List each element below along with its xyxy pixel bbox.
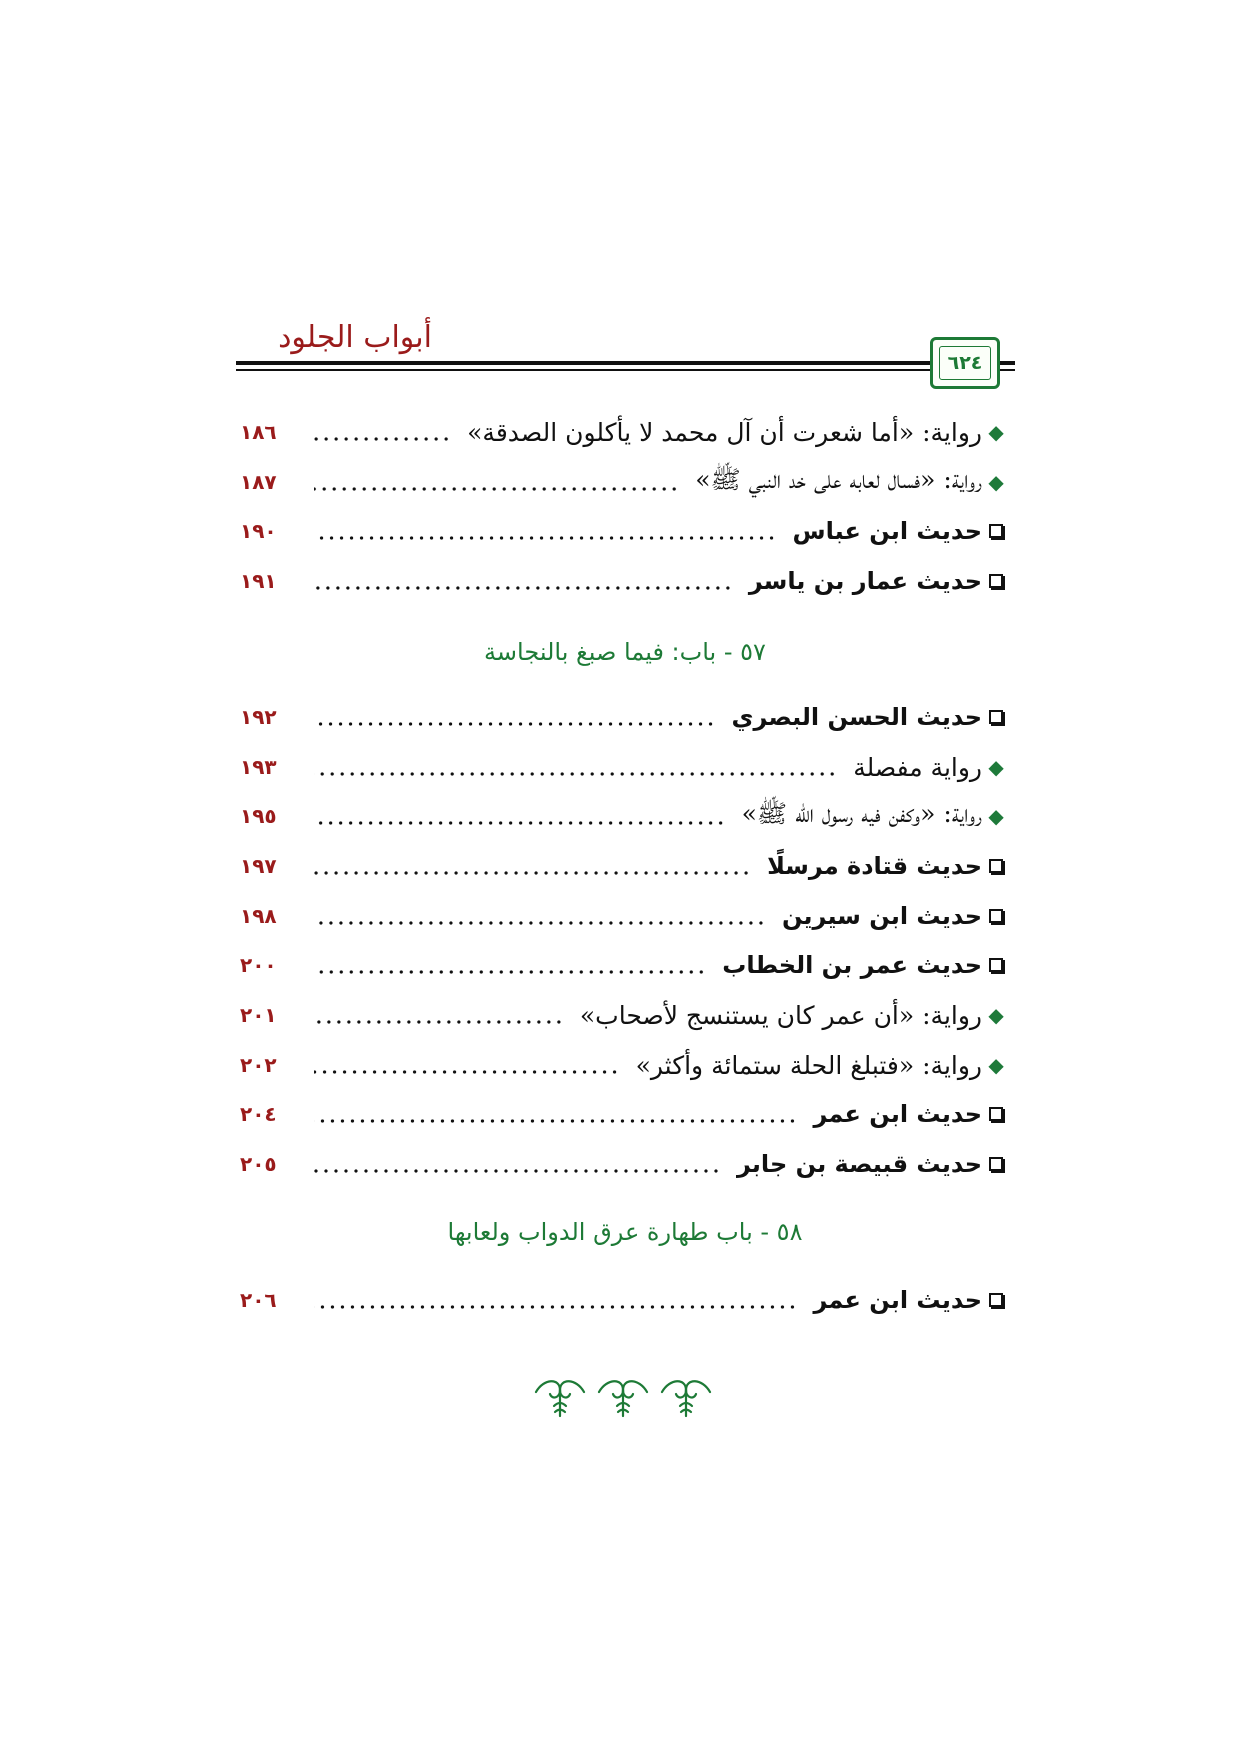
toc-entry[interactable]	[240, 897, 1010, 935]
dot-leader	[314, 821, 726, 825]
entry-page: ٢٠٦	[240, 1288, 277, 1312]
dot-leader	[314, 586, 733, 590]
header-rule-thick-right	[1000, 361, 1015, 365]
dot-leader	[314, 437, 451, 441]
entry-title: رواية مفصلة	[853, 752, 982, 782]
square-icon	[989, 1293, 1003, 1307]
entry-title: حديث الحسن البصري	[731, 703, 982, 731]
dot-leader	[314, 536, 777, 540]
entry-title: حديث ابن سيرين	[781, 902, 982, 930]
entry-title: حديث عمر بن الخطاب	[722, 951, 982, 979]
diamond-icon: ◆	[988, 420, 1004, 444]
toc-entry[interactable]	[240, 1046, 1010, 1084]
dot-leader	[314, 772, 837, 776]
square-icon	[989, 909, 1003, 923]
dot-leader	[314, 1119, 797, 1123]
toc-entry[interactable]	[240, 748, 1010, 786]
entry-title: رواية: «أن عمر كان يستنسج لأصحاب»	[579, 1000, 982, 1030]
fleuron-ornament-icon	[528, 1368, 718, 1424]
diamond-icon: ◆	[988, 470, 1004, 494]
entry-page: ٢٠٠	[240, 953, 277, 977]
dot-leader	[314, 722, 716, 726]
entry-title: رواية: «فسال لعابه على خد النبي ﷺ»	[695, 464, 982, 494]
square-icon	[989, 524, 1003, 538]
running-header-title: أبواب الجلود	[278, 320, 432, 355]
page-number-badge	[930, 337, 1000, 389]
section-heading: ٥٨ - باب طهارة عرق الدواب ولعابها	[447, 1218, 803, 1246]
toc-entry[interactable]	[240, 847, 1010, 885]
toc-entry[interactable]	[240, 797, 1010, 835]
dot-leader	[314, 1020, 564, 1024]
toc-entry[interactable]	[240, 1145, 1010, 1183]
toc-entry[interactable]	[240, 698, 1010, 736]
toc-entry[interactable]	[240, 996, 1010, 1034]
diamond-icon: ◆	[988, 804, 1004, 828]
entry-page: ١٩١	[240, 569, 277, 593]
page-number: ٦٢٤	[939, 346, 991, 380]
header-rule-thin	[236, 369, 978, 371]
entry-page: ١٩٣	[240, 755, 277, 779]
entry-page: ١٩٧	[240, 854, 277, 878]
toc-entry[interactable]	[240, 463, 1010, 501]
entry-page: ١٩٨	[240, 904, 277, 928]
entry-title: حديث ابن عمر	[813, 1100, 982, 1128]
square-icon	[989, 574, 1003, 588]
entry-title: حديث ابن عمر	[813, 1286, 982, 1314]
entry-title: حديث عمار بن ياسر	[748, 567, 982, 595]
toc-entry[interactable]	[240, 1281, 1010, 1319]
toc-entry[interactable]	[240, 413, 1010, 451]
dot-leader	[314, 487, 679, 491]
dot-leader	[314, 921, 766, 925]
entry-page: ١٨٦	[240, 420, 277, 444]
entry-title: رواية: «وكفن فيه رسول الله ﷺ»	[741, 798, 982, 828]
entry-page: ٢٠٢	[240, 1053, 277, 1077]
entry-page: ٢٠١	[240, 1003, 277, 1027]
toc-entry[interactable]	[240, 512, 1010, 550]
toc-entry[interactable]	[240, 946, 1010, 984]
entry-page: ١٩٢	[240, 705, 277, 729]
entry-page: ١٩٥	[240, 804, 277, 828]
square-icon	[989, 1157, 1003, 1171]
toc-entry[interactable]	[240, 1095, 1010, 1133]
dot-leader	[314, 1070, 620, 1074]
entry-page: ٢٠٤	[240, 1102, 277, 1126]
dot-leader	[314, 970, 706, 974]
section-heading: ٥٧ - باب: فيما صبغ بالنجاسة	[484, 638, 766, 666]
square-icon	[989, 710, 1003, 724]
entry-page: ١٨٧	[240, 470, 277, 494]
dot-leader	[314, 1169, 721, 1173]
square-icon	[989, 859, 1003, 873]
entry-page: ٢٠٥	[240, 1152, 277, 1176]
toc-entry[interactable]	[240, 562, 1010, 600]
diamond-icon: ◆	[988, 1003, 1004, 1027]
entry-title: حديث قبيصة بن جابر	[736, 1150, 982, 1178]
entry-title: رواية: «فتبلغ الحلة ستمائة وأكثر»	[635, 1050, 982, 1080]
header-rule-thin-right	[1000, 369, 1015, 371]
header-rule-thick	[236, 361, 978, 365]
diamond-icon: ◆	[988, 1053, 1004, 1077]
square-icon	[989, 958, 1003, 972]
square-icon	[989, 1107, 1003, 1121]
entry-title: حديث ابن عباس	[792, 517, 982, 545]
entry-title: حديث قتادة مرسلًا	[767, 852, 982, 880]
dot-leader	[314, 871, 751, 875]
entry-title: رواية: «أما شعرت أن آل محمد لا يأكلون الصدقة»	[467, 417, 982, 447]
entry-page: ١٩٠	[240, 519, 277, 543]
diamond-icon: ◆	[988, 755, 1004, 779]
dot-leader	[314, 1305, 797, 1309]
